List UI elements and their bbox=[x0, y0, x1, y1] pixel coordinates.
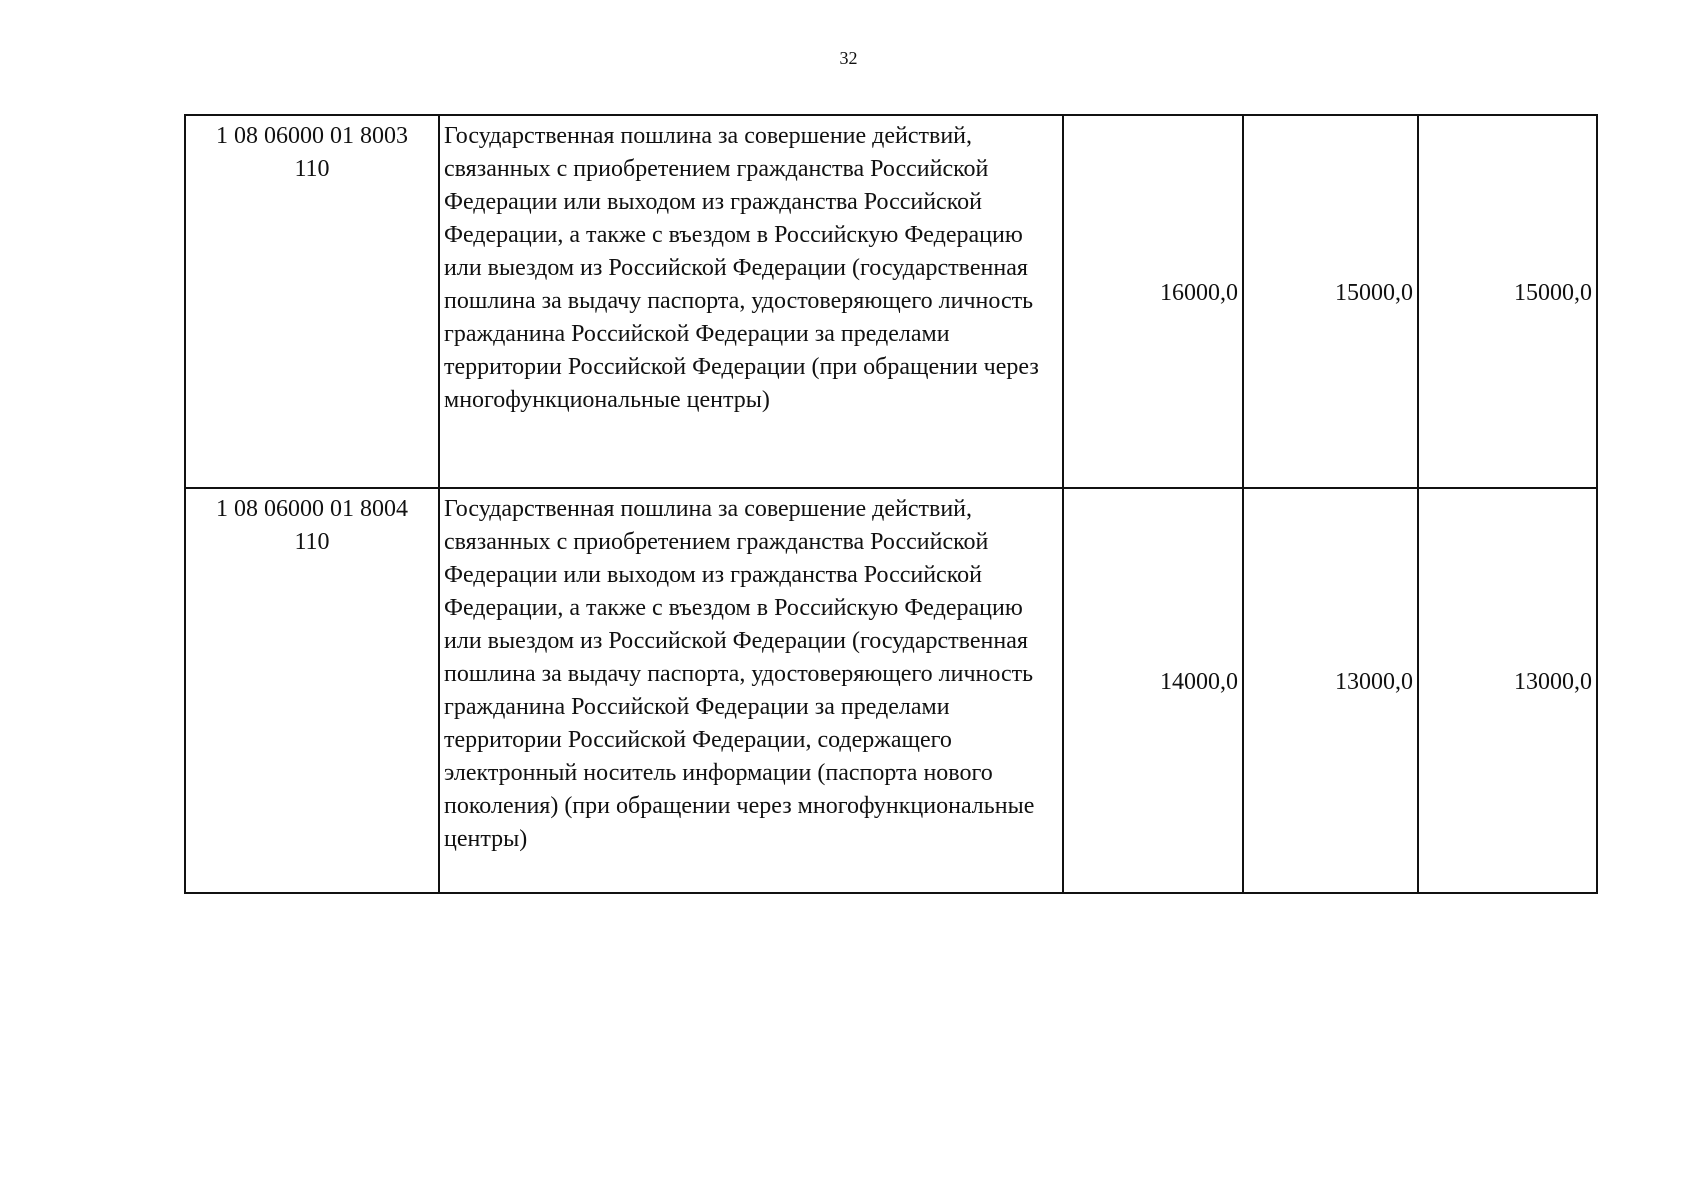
amount-cell: 16000,0 bbox=[1063, 115, 1243, 488]
amount-cell: 13000,0 bbox=[1243, 488, 1418, 893]
revenue-name-cell: Государственная пошлина за совершение действий, связанных с приобретением гражданства Российской Федерации или выходом из гражданства Российской Федерации, а также с въездом в Российскую Федерацию или выездом из Российской Федерации (государственная пошлина за выдачу паспорта, удостоверяющего личность гражданина Российской Федерации за пределами территории Российской Федерации (при обращении через многофункциональные центры) bbox=[439, 115, 1063, 488]
amount-cell: 14000,0 bbox=[1063, 488, 1243, 893]
budget-code-line: 110 bbox=[294, 156, 330, 182]
budget-code-line: 1 08 06000 01 8004 bbox=[216, 496, 408, 522]
amount-cell: 15000,0 bbox=[1418, 115, 1597, 488]
table-row bbox=[185, 115, 1597, 488]
budget-code-cell bbox=[185, 115, 439, 488]
budget-code-cell bbox=[185, 488, 439, 893]
revenue-name-cell: Государственная пошлина за совершение действий, связанных с приобретением гражданства Российской Федерации или выходом из гражданства Российской Федерации, а также с въездом в Российскую Федерацию или выездом из Российской Федерации (государственная пошлина за выдачу паспорта, удостоверяющего личность гражданина Российской Федерации за пределами территории Российской Федерации, содержащего электронный носитель информации (паспорта нового поколения) (при обращении через многофункциональные центры) bbox=[439, 488, 1063, 893]
budget-code-line: 110 bbox=[294, 529, 330, 555]
amount-cell: 13000,0 bbox=[1418, 488, 1597, 893]
budget-revenue-table bbox=[184, 114, 1598, 894]
table-row bbox=[185, 488, 1597, 893]
amount-cell: 15000,0 bbox=[1243, 115, 1418, 488]
budget-code-line: 1 08 06000 01 8003 bbox=[216, 123, 408, 149]
page-number: 32 bbox=[839, 48, 858, 68]
